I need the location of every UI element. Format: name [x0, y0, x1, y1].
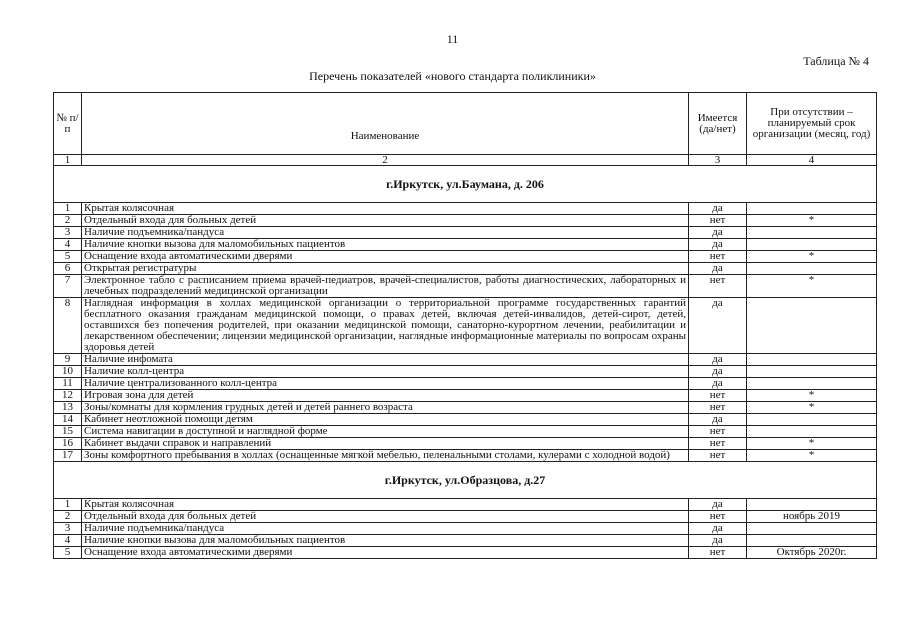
indicators-table: [53, 92, 877, 559]
row-availability: нет: [689, 511, 747, 523]
column-number: 2: [82, 155, 689, 166]
row-name: Крытая колясочная: [82, 499, 689, 511]
row-name: Наличие подъемника/пандуса: [82, 523, 689, 535]
row-number: 6: [54, 263, 82, 275]
row-planned-term: *: [747, 390, 877, 402]
row-name: Электронное табло с расписанием приема врачей-педиатров, врачей-специалистов, работы диагностических, лабораторных и лечебных подразделений медицинской организации: [82, 275, 689, 298]
row-name: Система навигации в доступной и наглядной форме: [82, 426, 689, 438]
row-availability: нет: [689, 450, 747, 462]
table-label: Таблица № 4: [803, 54, 869, 68]
table-header-row: [54, 93, 877, 155]
row-planned-term: [747, 414, 877, 426]
table-row: [54, 390, 877, 402]
table-row: [54, 426, 877, 438]
row-number: 16: [54, 438, 82, 450]
row-planned-term: [747, 203, 877, 215]
row-name: Зоны/комнаты для кормления грудных детей и детей раннего возраста: [82, 402, 689, 414]
row-availability: нет: [689, 547, 747, 559]
section-header-row: [54, 166, 877, 203]
row-availability: да: [689, 523, 747, 535]
row-availability: да: [689, 535, 747, 547]
row-number: 1: [54, 203, 82, 215]
row-number: 14: [54, 414, 82, 426]
row-availability: нет: [689, 390, 747, 402]
table-row: [54, 203, 877, 215]
header-name: Наименование: [82, 93, 689, 155]
page-number: 11: [446, 32, 459, 46]
row-number: 5: [54, 251, 82, 263]
row-planned-term: *: [747, 402, 877, 414]
table-row: [54, 366, 877, 378]
header-has: Имеется (да/нет): [689, 93, 747, 155]
row-planned-term: [747, 499, 877, 511]
header-term: При отсутствии – планируемый срок организации (месяц, год): [747, 93, 877, 155]
row-availability: да: [689, 378, 747, 390]
column-number: 3: [689, 155, 747, 166]
column-number: 1: [54, 155, 82, 166]
row-planned-term: [747, 523, 877, 535]
row-name: Крытая колясочная: [82, 203, 689, 215]
row-planned-term: [747, 354, 877, 366]
row-planned-term: ноябрь 2019: [747, 511, 877, 523]
row-name: Наглядная информация в холлах медицинской организации о территориальной программе государственных гарантий бесплатного оказания гражданам медицинской помощи, о правах детей, включая детей-инвалидов, детей-сирот, детей, оставшихся без попечения родителей, при оказании медицинской помощи, санаторно-курортном лечении, реабилитации и лекарственном обеспечении; лицензии медицинской организации, наглядные информационные материалы по вопросам охраны здоровья детей: [82, 298, 689, 354]
table-row: [54, 239, 877, 251]
row-availability: да: [689, 354, 747, 366]
row-number: 11: [54, 378, 82, 390]
row-availability: нет: [689, 402, 747, 414]
row-name: Наличие централизованного колл-центра: [82, 378, 689, 390]
row-number: 17: [54, 450, 82, 462]
row-availability: нет: [689, 251, 747, 263]
row-availability: да: [689, 499, 747, 511]
row-name: Кабинет неотложной помощи детям: [82, 414, 689, 426]
row-number: 8: [54, 298, 82, 354]
row-planned-term: [747, 426, 877, 438]
table-row: [54, 227, 877, 239]
row-name: Открытая регистратуры: [82, 263, 689, 275]
table-row: [54, 523, 877, 535]
column-number: 4: [747, 155, 877, 166]
row-availability: нет: [689, 275, 747, 298]
row-number: 4: [54, 535, 82, 547]
row-availability: да: [689, 263, 747, 275]
row-number: 1: [54, 499, 82, 511]
row-planned-term: *: [747, 275, 877, 298]
table-row: [54, 414, 877, 426]
row-availability: да: [689, 298, 747, 354]
table-row: [54, 547, 877, 559]
row-planned-term: [747, 366, 877, 378]
table-row: [54, 275, 877, 298]
row-name: Наличие инфомата: [82, 354, 689, 366]
table-row: [54, 535, 877, 547]
row-number: 7: [54, 275, 82, 298]
row-number: 4: [54, 239, 82, 251]
row-number: 3: [54, 227, 82, 239]
table-row: [54, 511, 877, 523]
row-name: Отдельный входа для больных детей: [82, 511, 689, 523]
row-name: Наличие колл-центра: [82, 366, 689, 378]
row-number: 3: [54, 523, 82, 535]
row-availability: нет: [689, 438, 747, 450]
row-name: Наличие подъемника/пандуса: [82, 227, 689, 239]
row-number: 9: [54, 354, 82, 366]
row-number: 10: [54, 366, 82, 378]
section-title: г.Иркутск, ул.Баумана, д. 206: [54, 166, 877, 203]
row-planned-term: *: [747, 438, 877, 450]
table-row: [54, 378, 877, 390]
header-no: № п/п: [54, 93, 82, 155]
row-planned-term: [747, 263, 877, 275]
row-name: Отдельный входа для больных детей: [82, 215, 689, 227]
table-row: [54, 450, 877, 462]
row-planned-term: *: [747, 251, 877, 263]
row-planned-term: [747, 239, 877, 251]
row-planned-term: [747, 227, 877, 239]
row-number: 5: [54, 547, 82, 559]
table-row: [54, 438, 877, 450]
table-row: [54, 215, 877, 227]
row-number: 12: [54, 390, 82, 402]
row-name: Зоны комфортного пребывания в холлах (оснащенные мягкой мебелью, пеленальными столами, кулерами с холодной водой): [82, 450, 689, 462]
column-number-row: [54, 155, 877, 166]
row-number: 15: [54, 426, 82, 438]
row-planned-term: [747, 535, 877, 547]
row-name: Кабинет выдачи справок и направлений: [82, 438, 689, 450]
row-availability: нет: [689, 215, 747, 227]
row-availability: да: [689, 414, 747, 426]
table-row: [54, 298, 877, 354]
row-name: Наличие кнопки вызова для маломобильных пациентов: [82, 535, 689, 547]
row-planned-term: [747, 298, 877, 354]
section-header-row: [54, 462, 877, 499]
table-row: [54, 402, 877, 414]
row-name: Оснащение входа автоматическими дверями: [82, 251, 689, 263]
table-row: [54, 251, 877, 263]
row-availability: да: [689, 203, 747, 215]
row-availability: да: [689, 227, 747, 239]
row-planned-term: *: [747, 215, 877, 227]
row-name: Наличие кнопки вызова для маломобильных пациентов: [82, 239, 689, 251]
row-planned-term: Октябрь 2020г.: [747, 547, 877, 559]
table-row: [54, 499, 877, 511]
row-name: Оснащение входа автоматическими дверями: [82, 547, 689, 559]
section-title: г.Иркутск, ул.Образцова, д.27: [54, 462, 877, 499]
document-title: Перечень показателей «нового стандарта поликлиники»: [309, 69, 596, 83]
row-number: 2: [54, 215, 82, 227]
row-availability: да: [689, 366, 747, 378]
row-planned-term: *: [747, 450, 877, 462]
row-name: Игровая зона для детей: [82, 390, 689, 402]
row-availability: нет: [689, 426, 747, 438]
row-number: 13: [54, 402, 82, 414]
row-planned-term: [747, 378, 877, 390]
row-number: 2: [54, 511, 82, 523]
table-row: [54, 354, 877, 366]
table-row: [54, 263, 877, 275]
row-availability: да: [689, 239, 747, 251]
